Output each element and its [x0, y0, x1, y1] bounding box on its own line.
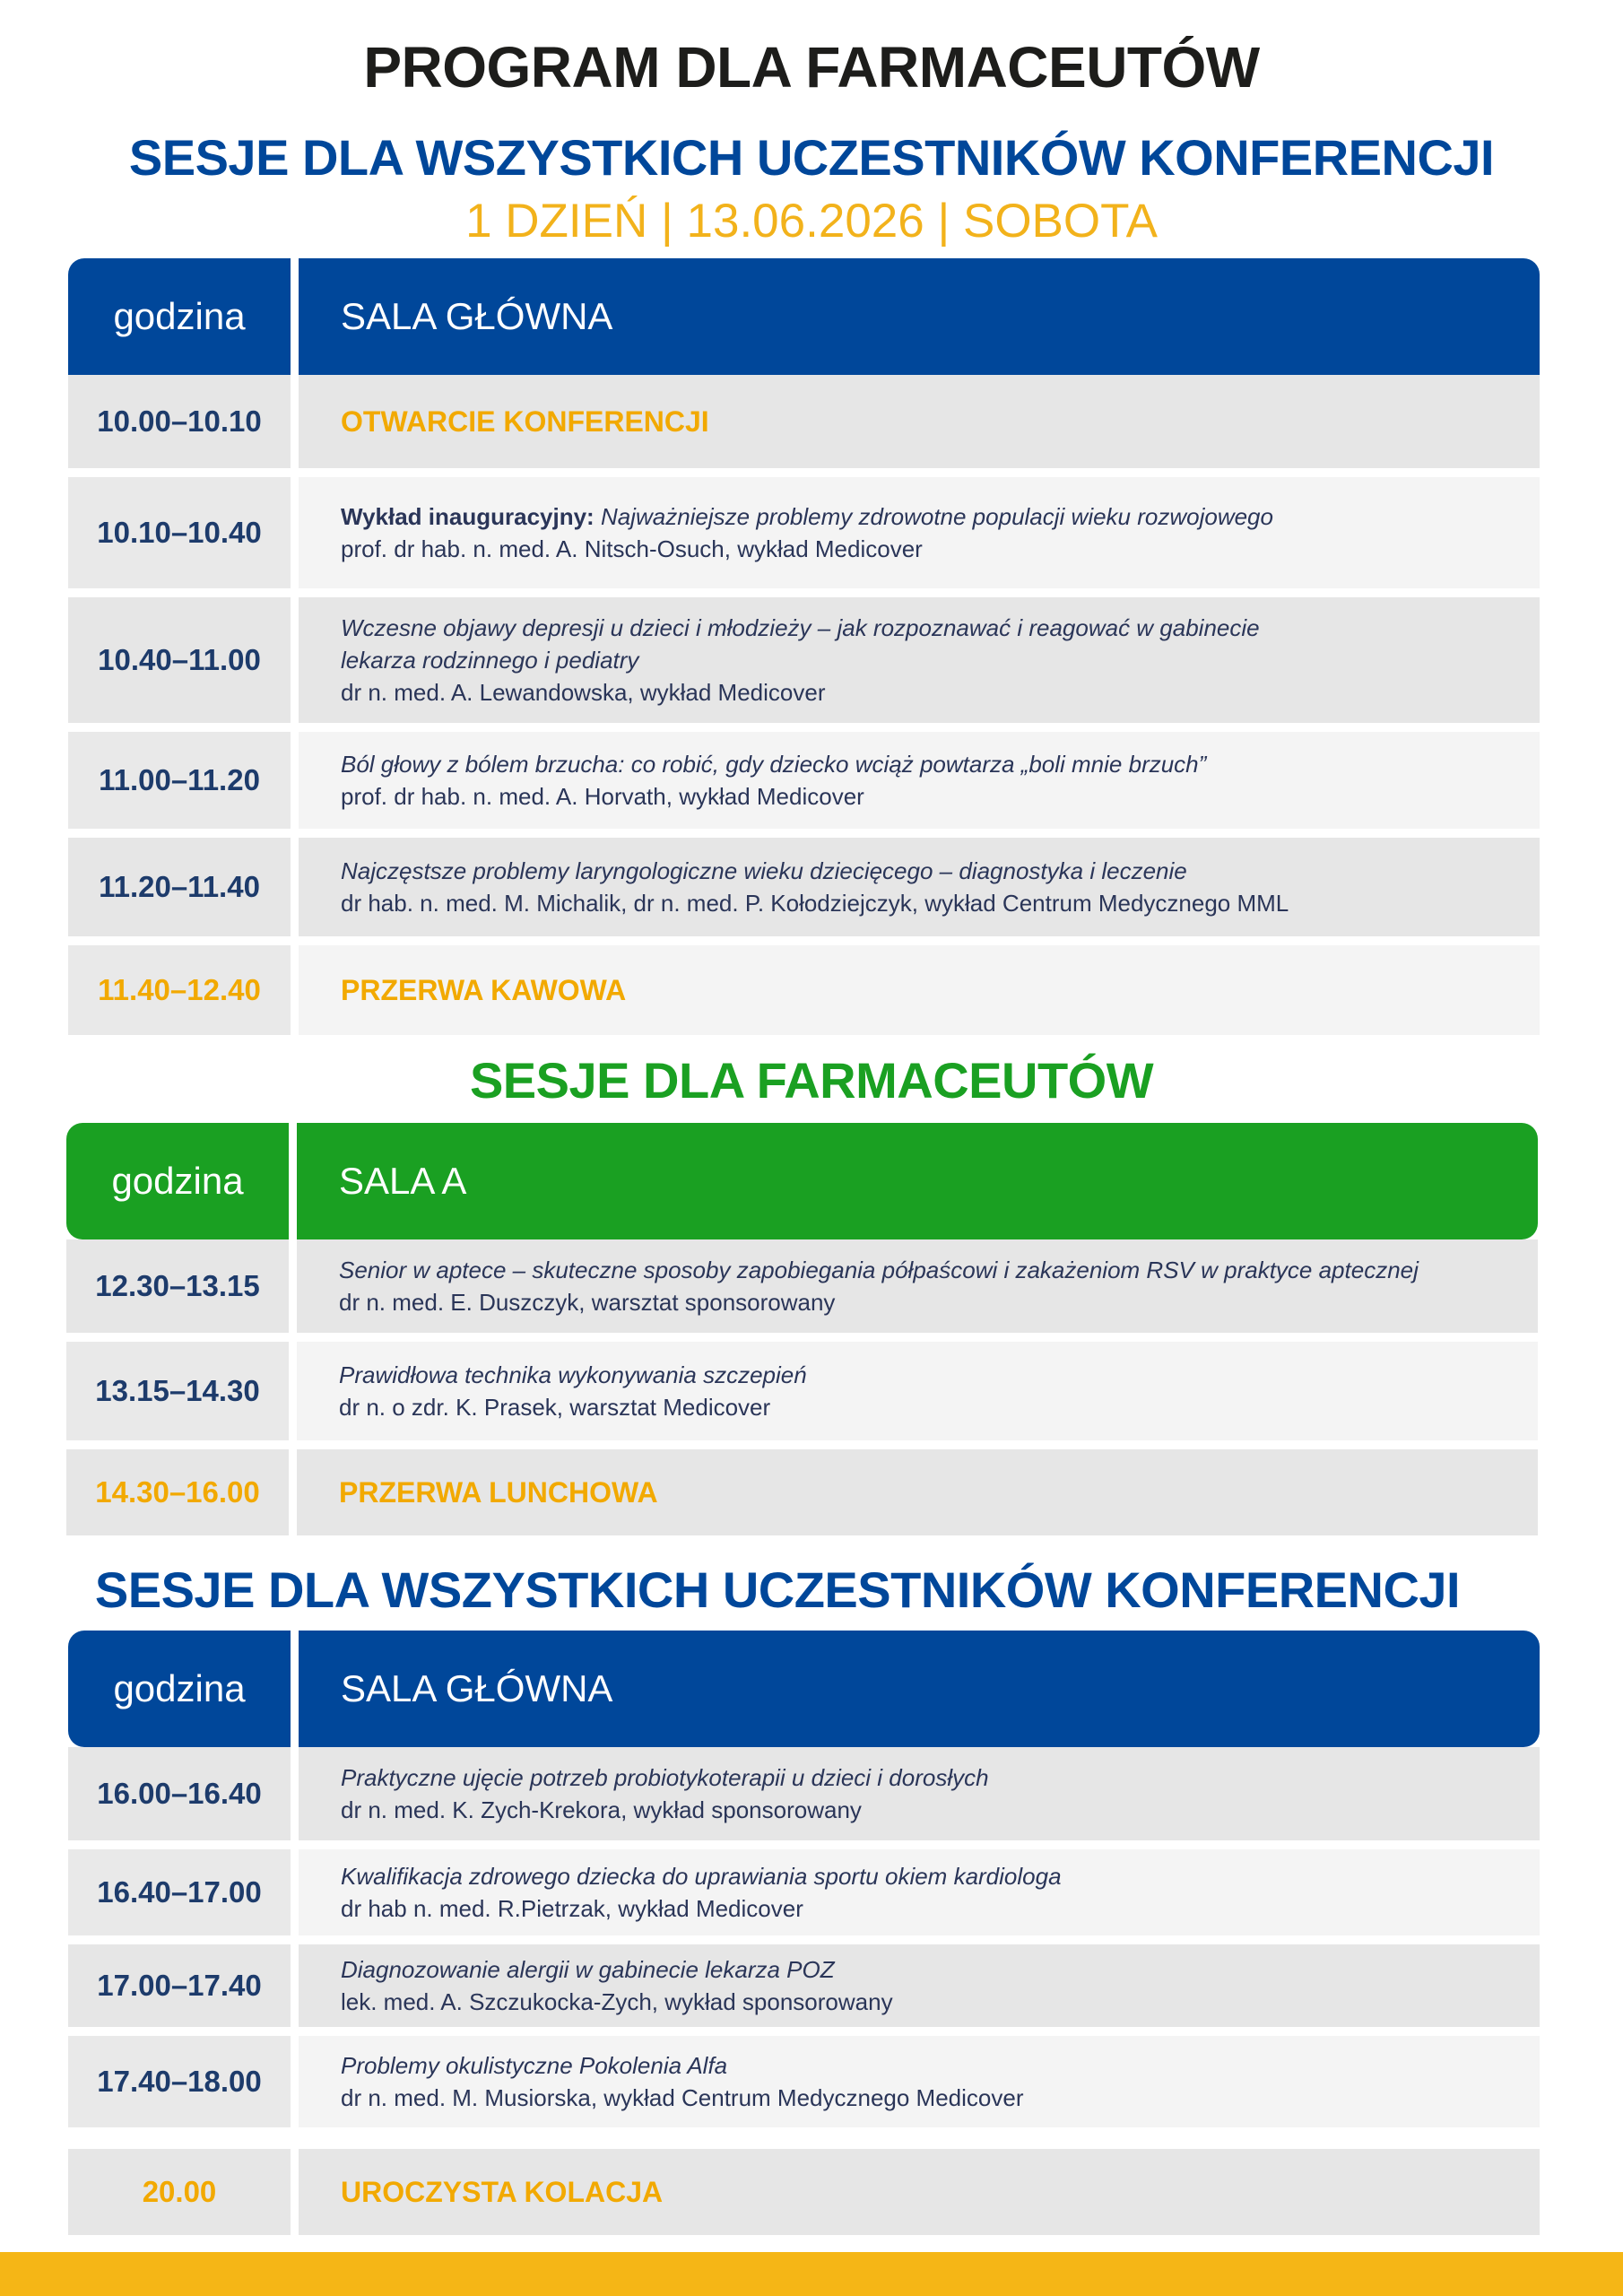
session-details: [299, 732, 1540, 829]
session-time: 20.00: [68, 2149, 291, 2235]
session-title: PRZERWA KAWOWA: [299, 945, 1540, 1035]
table-row: [68, 477, 1540, 588]
session-topic: Problemy okulistyczne Pokolenia Alfa: [341, 2052, 728, 2079]
column-header-room: SALA GŁÓWNA: [341, 1667, 613, 1709]
session-topic: Senior w aptece – skuteczne sposoby zapobiegania półpaścowi i zakażeniom RSV w praktyce aptecznej: [339, 1257, 1419, 1283]
session-time: 11.20–11.40: [68, 838, 291, 936]
session-time: 10.10–10.40: [68, 477, 291, 588]
session-details: [299, 1944, 1540, 2027]
session-topic: Wczesne objawy depresji u dzieci i młodzieży – jak rozpoznawać i reagować w gabinecie: [341, 614, 1260, 641]
session-details: [299, 597, 1540, 723]
session-title: PRZERWA LUNCHOWA: [297, 1449, 1538, 1535]
session-time: 10.40–11.00: [68, 597, 291, 723]
session-speaker: dr n. med. M. Musiorska, wykład Centrum Medycznego Medicover: [341, 2084, 1024, 2111]
session-time: 17.00–17.40: [68, 1944, 291, 2027]
session-time: 13.15–14.30: [66, 1342, 289, 1440]
section-heading-all-participants-2: SESJE DLA WSZYSTKICH UCZESTNIKÓW KONFERENCJI: [94, 1561, 1461, 1618]
column-divider: [291, 258, 299, 375]
section-heading-pharmacists: SESJE DLA FARMACEUTÓW: [469, 1052, 1154, 1109]
footer-accent-bar: [0, 2252, 1623, 2296]
session-time: 16.40–17.00: [68, 1849, 291, 1935]
session-topic: Kwalifikacja zdrowego dziecka do uprawiania sportu okiem kardiologa: [341, 1863, 1062, 1890]
session-speaker: dr hab n. med. R.Pietrzak, wykład Medicover: [341, 1895, 803, 1922]
session-speaker: prof. dr hab. n. med. A. Horvath, wykład Medicover: [341, 783, 864, 810]
schedule-table-main-hall-afternoon: [68, 1631, 1540, 2235]
session-speaker: dr n. med. E. Duszczyk, warsztat sponsorowany: [339, 1289, 836, 1316]
column-header-room: SALA GŁÓWNA: [341, 295, 613, 337]
table-row: [68, 838, 1540, 936]
session-title: OTWARCIE KONFERENCJI: [299, 375, 1540, 468]
table-header: [68, 258, 1540, 375]
page-title: PROGRAM DLA FARMACEUTÓW: [363, 35, 1260, 100]
column-divider: [291, 1631, 299, 1747]
table-row: [66, 1239, 1538, 1333]
session-details: [297, 1342, 1538, 1440]
session-details: [299, 477, 1540, 588]
session-topic: Najczęstsze problemy laryngologiczne wieku dziecięcego – diagnostyka i leczenie: [341, 857, 1187, 884]
session-topic-continued: lekarza rodzinnego i pediatry: [341, 647, 639, 674]
session-speaker: lek. med. A. Szczukocka-Zych, wykład sponsorowany: [341, 1988, 893, 2015]
session-time: 12.30–13.15: [66, 1239, 289, 1333]
table-row: [68, 945, 1540, 1035]
table-row: [68, 1849, 1540, 1935]
table-row: [68, 2036, 1540, 2127]
session-speaker: dr n. med. A. Lewandowska, wykład Medicover: [341, 679, 826, 706]
session-speaker: dr n. med. K. Zych-Krekora, wykład sponsorowany: [341, 1796, 862, 1823]
session-title: UROCZYSTA KOLACJA: [299, 2149, 1540, 2235]
table-header: [68, 1631, 1540, 1747]
section-heading-all-participants: SESJE DLA WSZYSTKICH UCZESTNIKÓW KONFERENCJI: [128, 129, 1495, 186]
table-row: [68, 1944, 1540, 2027]
column-header-time: godzina: [111, 1160, 244, 1202]
schedule-table-room-a: [66, 1123, 1538, 1535]
session-time: 11.40–12.40: [68, 945, 291, 1035]
session-speaker: dr hab. n. med. M. Michalik, dr n. med. P. Kołodziejczyk, wykład Centrum Medycznego MML: [341, 890, 1289, 917]
session-time: 16.00–16.40: [68, 1747, 291, 1840]
column-divider: [289, 1123, 297, 1239]
table-row: [66, 1449, 1538, 1535]
table-row: [68, 2149, 1540, 2235]
table-row: [68, 1747, 1540, 1840]
session-details: [299, 838, 1540, 936]
session-topic: Wykład inauguracyjny: Najważniejsze problemy zdrowotne populacji wieku rozwojowego: [341, 503, 1273, 530]
session-details: [299, 1849, 1540, 1935]
session-speaker: dr n. o zdr. K. Prasek, warsztat Medicover: [339, 1394, 771, 1421]
session-details: [297, 1239, 1538, 1333]
session-details: [299, 2036, 1540, 2127]
session-time: 10.00–10.10: [68, 375, 291, 468]
session-time: 11.00–11.20: [68, 732, 291, 829]
session-topic: Praktyczne ujęcie potrzeb probiotykoterapii u dzieci i dorosłych: [341, 1764, 989, 1791]
column-header-time: godzina: [113, 295, 246, 337]
table-header: [66, 1123, 1538, 1239]
table-row: [66, 1342, 1538, 1440]
session-topic: Prawidłowa technika wykonywania szczepień: [339, 1361, 807, 1388]
table-row: [68, 597, 1540, 723]
session-details: [299, 1747, 1540, 1840]
session-topic: Diagnozowanie alergii w gabinecie lekarza POZ: [341, 1956, 835, 1983]
session-time: 14.30–16.00: [66, 1449, 289, 1535]
table-row: [68, 732, 1540, 829]
session-time: 17.40–18.00: [68, 2036, 291, 2127]
column-header-room: SALA A: [339, 1160, 467, 1202]
column-header-time: godzina: [113, 1667, 246, 1709]
session-speaker: prof. dr hab. n. med. A. Nitsch-Osuch, wykład Medicover: [341, 535, 923, 562]
day-date-line: 1 DZIEŃ | 13.06.2026 | SOBOTA: [465, 195, 1158, 248]
schedule-table-main-hall-morning: [68, 258, 1540, 1035]
table-row: [68, 375, 1540, 468]
session-topic: Ból głowy z bólem brzucha: co robić, gdy dziecko wciąż powtarza „boli mnie brzuch”: [341, 751, 1207, 778]
